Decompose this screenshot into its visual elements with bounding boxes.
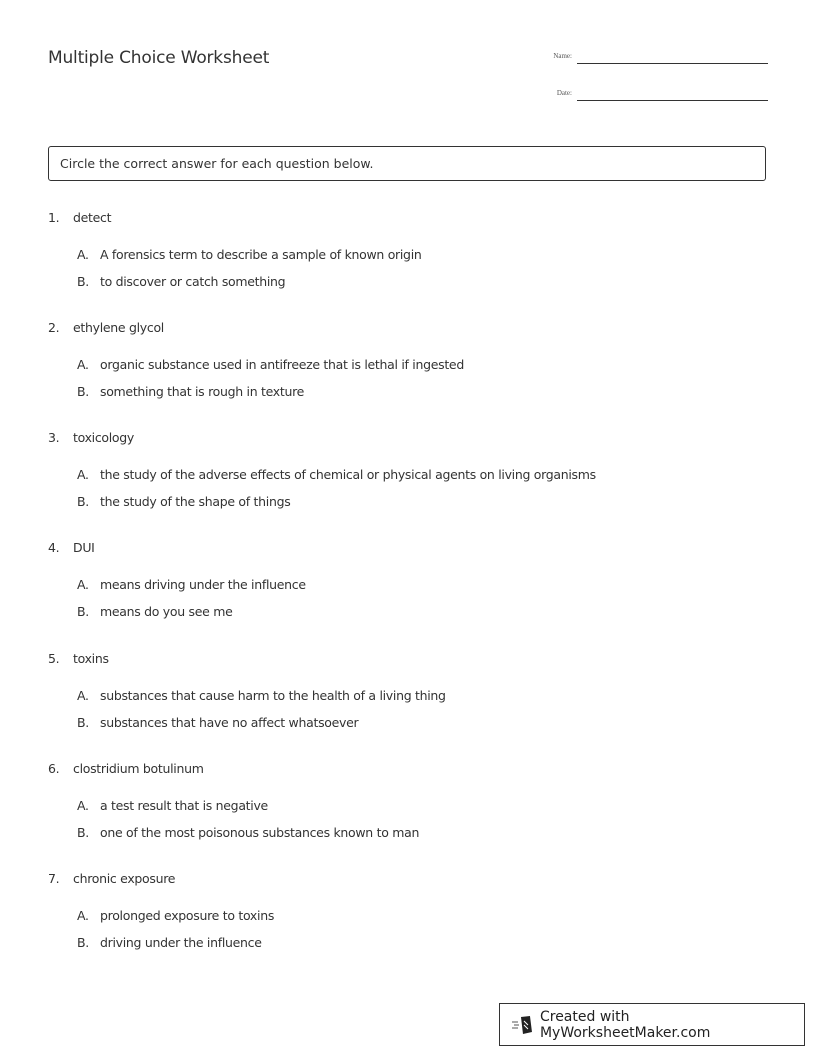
option-b[interactable]	[77, 935, 274, 953]
option-text: A forensics term to describe a sample of known origin	[100, 247, 422, 262]
option-text: substances that cause harm to the health of a living thing	[100, 688, 446, 703]
question-7	[48, 871, 274, 962]
footer-text: Created with MyWorksheetMaker.com	[539, 1008, 711, 1041]
option-text: substances that have no affect whatsoever	[100, 715, 359, 730]
option-letter: A.	[77, 577, 89, 592]
date-line[interactable]	[577, 100, 768, 101]
option-letter: A.	[77, 467, 89, 482]
option-letter: A.	[77, 247, 89, 262]
option-b[interactable]	[77, 604, 306, 622]
question-term: toxicology	[73, 430, 135, 445]
option-letter: B.	[77, 274, 89, 289]
option-letter: B.	[77, 715, 89, 730]
option-letter: B.	[77, 825, 89, 840]
option-letter: A.	[77, 908, 89, 923]
option-a[interactable]	[77, 357, 464, 375]
option-text: means driving under the influence	[100, 577, 306, 592]
option-b[interactable]	[77, 715, 446, 733]
option-text: means do you see me	[100, 604, 233, 619]
option-text: prolonged exposure to toxins	[100, 908, 275, 923]
question-term: toxins	[73, 651, 109, 666]
option-a[interactable]	[77, 688, 446, 706]
question-term: chronic exposure	[73, 871, 176, 886]
footer-badge[interactable]	[499, 1003, 805, 1046]
option-text: driving under the influence	[100, 935, 262, 950]
question-6	[48, 761, 419, 852]
question-term: ethylene glycol	[73, 320, 164, 335]
option-text: to discover or catch something	[100, 274, 286, 289]
instructions-box	[48, 146, 766, 181]
name-label: Name:	[553, 52, 572, 60]
question-term: clostridium botulinum	[73, 761, 204, 776]
question-2	[48, 320, 464, 411]
question-term: DUI	[73, 540, 95, 555]
question-number: 3.	[48, 430, 60, 445]
option-a[interactable]	[77, 247, 422, 265]
question-number: 4.	[48, 540, 60, 555]
option-text: something that is rough in texture	[100, 384, 305, 399]
name-line[interactable]	[577, 63, 768, 64]
option-a[interactable]	[77, 798, 419, 816]
option-letter: B.	[77, 604, 89, 619]
question-number: 5.	[48, 651, 60, 666]
option-letter: A.	[77, 357, 89, 372]
date-field[interactable]	[540, 81, 768, 101]
question-term: detect	[73, 210, 112, 225]
option-text: the study of the shape of things	[100, 494, 291, 509]
option-letter: A.	[77, 798, 89, 813]
option-a[interactable]	[77, 908, 274, 926]
option-a[interactable]	[77, 577, 306, 595]
question-number: 2.	[48, 320, 60, 335]
option-letter: B.	[77, 494, 89, 509]
page-title: Multiple Choice Worksheet	[48, 48, 270, 68]
option-text: the study of the adverse effects of chemical or physical agents on living organisms	[100, 467, 596, 482]
question-1	[48, 210, 422, 301]
option-letter: A.	[77, 688, 89, 703]
option-b[interactable]	[77, 494, 596, 512]
name-field[interactable]	[540, 44, 768, 64]
option-text: a test result that is negative	[100, 798, 268, 813]
question-number: 7.	[48, 871, 60, 886]
option-text: one of the most poisonous substances known to man	[100, 825, 420, 840]
question-number: 6.	[48, 761, 60, 776]
question-3	[48, 430, 596, 521]
date-label: Date:	[556, 89, 572, 97]
option-b[interactable]	[77, 825, 419, 843]
option-letter: B.	[77, 384, 89, 399]
option-text: organic substance used in antifreeze that is lethal if ingested	[100, 357, 464, 372]
option-a[interactable]	[77, 467, 596, 485]
question-number: 1.	[48, 210, 60, 225]
option-b[interactable]	[77, 274, 422, 292]
question-4	[48, 540, 306, 631]
instructions-text: Circle the correct answer for each question below.	[60, 156, 374, 171]
question-5	[48, 651, 446, 742]
option-b[interactable]	[77, 384, 464, 402]
option-letter: B.	[77, 935, 89, 950]
worksheet-logo-icon	[512, 1015, 534, 1035]
